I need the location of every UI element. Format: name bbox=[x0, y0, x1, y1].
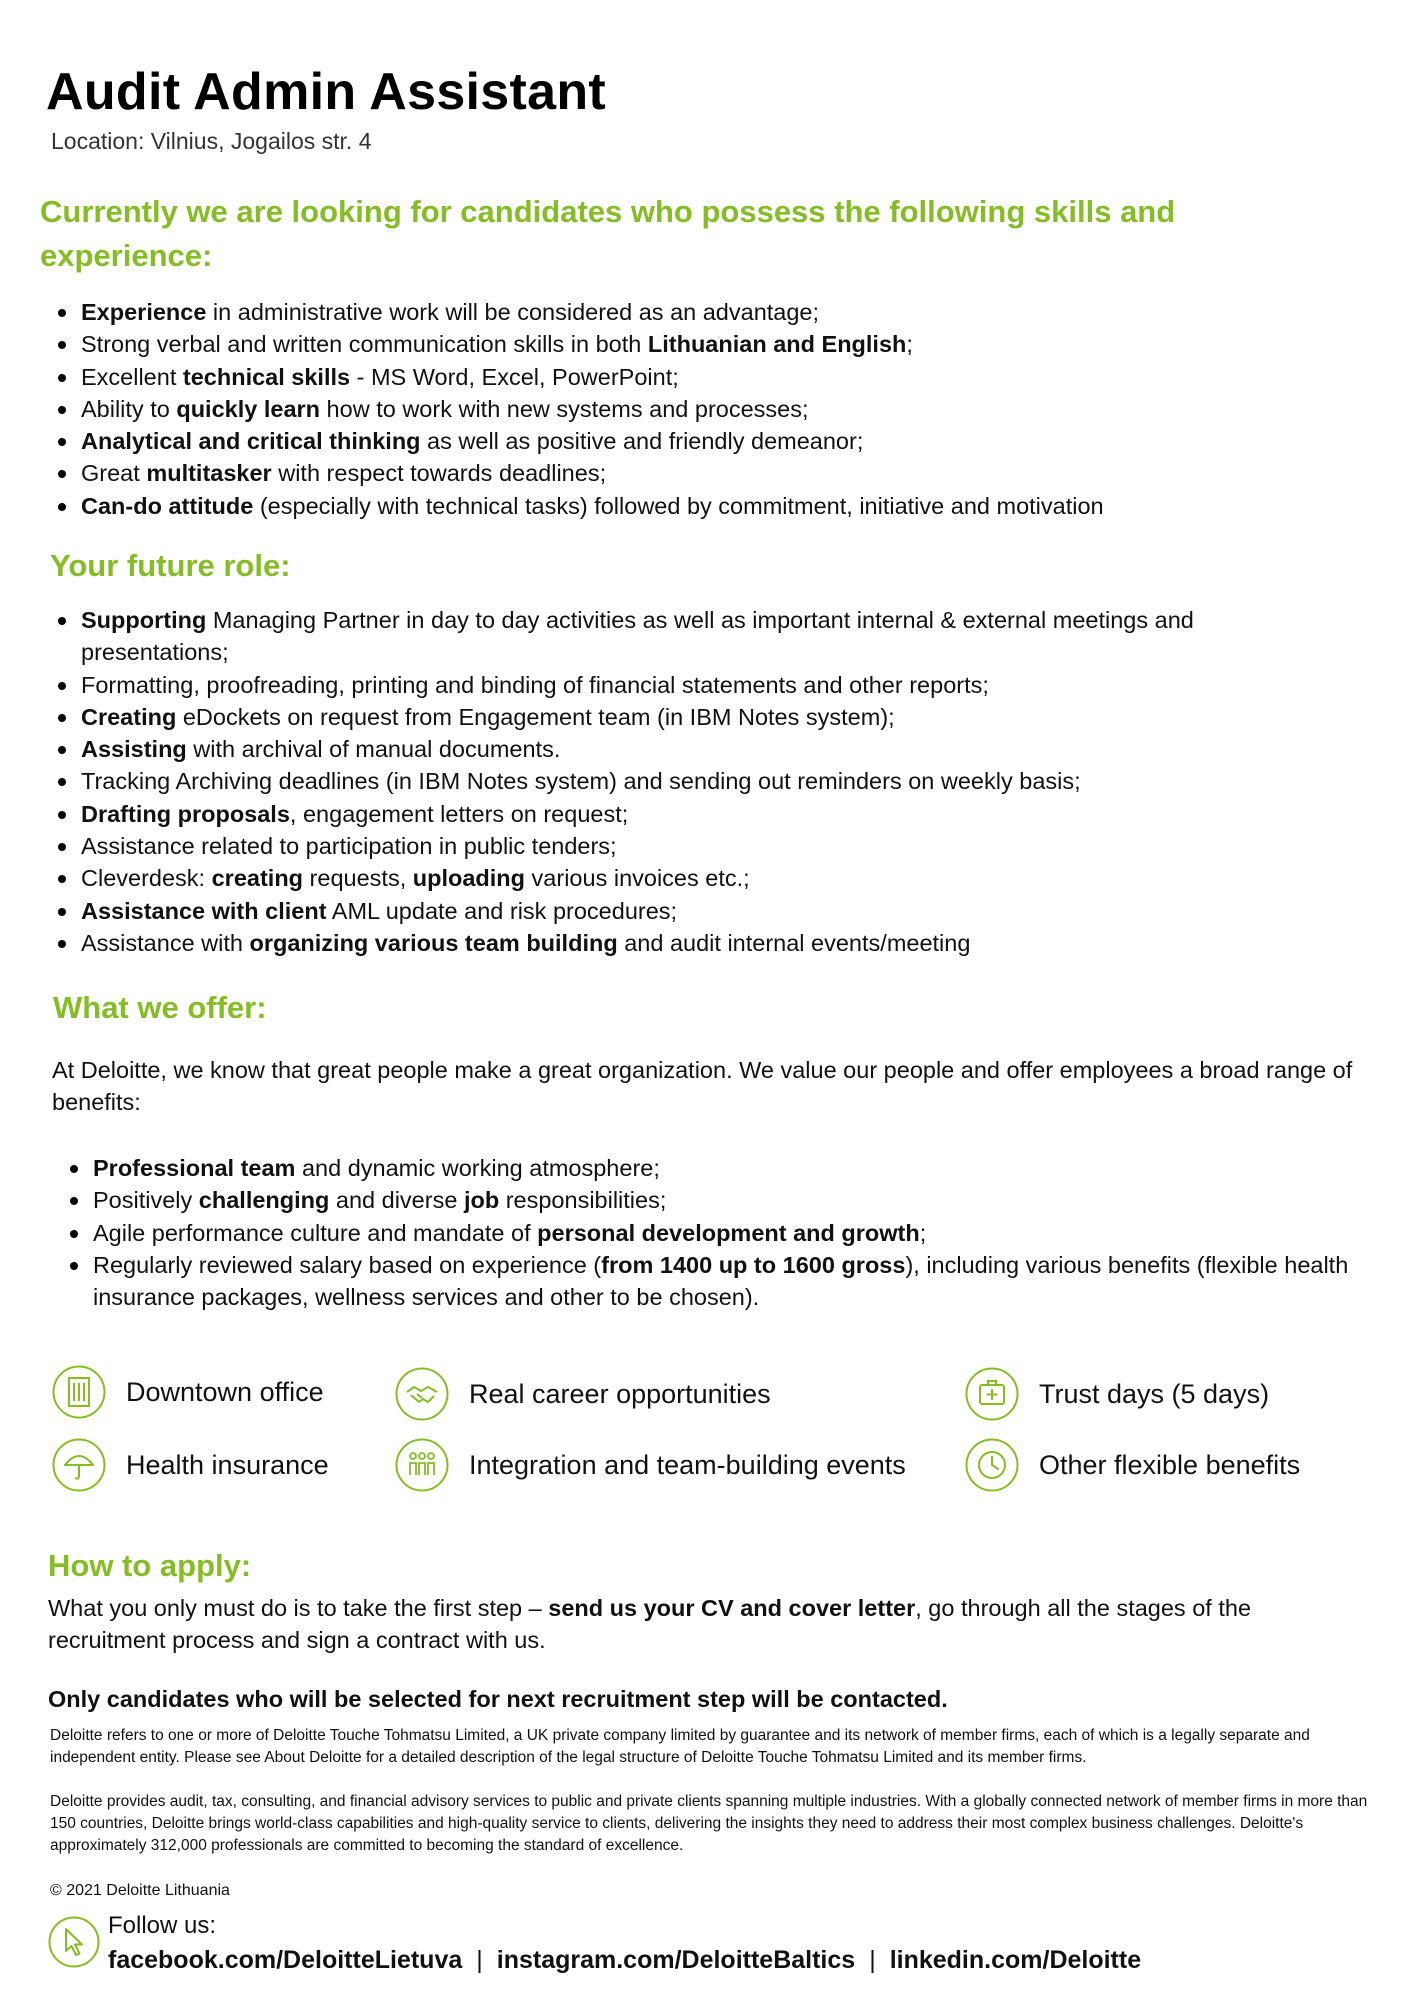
text-run: eDockets on request from Engagement team (in IBM Notes system); bbox=[176, 703, 895, 730]
first-aid-kit-icon bbox=[965, 1367, 1019, 1421]
follow-us-label: Follow us: bbox=[108, 1912, 217, 1939]
text-run: AML update and risk procedures; bbox=[326, 897, 678, 924]
text-run: as well as positive and friendly demeanor; bbox=[420, 428, 864, 455]
text-run: Tracking Archiving deadlines (in IBM Notes system) and sending out reminders on weekly basis; bbox=[81, 768, 1081, 795]
text-run: ; bbox=[906, 331, 913, 358]
text-run: with archival of manual documents. bbox=[186, 736, 561, 763]
facebook-link[interactable]: facebook.com/DeloitteLietuva bbox=[108, 1946, 463, 1974]
benefit-flexible bbox=[965, 1438, 1300, 1492]
text-run: ; bbox=[919, 1219, 927, 1246]
job-location: Location: Vilnius, Jogailos str. 4 bbox=[51, 128, 372, 154]
text-run: Ability to bbox=[81, 395, 177, 422]
handshake-icon bbox=[395, 1367, 449, 1421]
bold-text: Assistance with client bbox=[81, 897, 327, 924]
bold-text: Lithuanian and English bbox=[647, 331, 907, 358]
office-building-icon bbox=[52, 1365, 106, 1419]
text-run: , engagement letters on request; bbox=[289, 800, 629, 827]
text-run: how to work with new systems and processes; bbox=[320, 395, 809, 422]
list-item bbox=[81, 701, 1336, 733]
list-item bbox=[81, 328, 1381, 360]
text-run: Assistance with bbox=[81, 929, 250, 956]
bold-text: personal development and growth bbox=[537, 1219, 920, 1246]
bold-text: Experience bbox=[81, 299, 207, 325]
bold-text: quickly learn bbox=[176, 395, 321, 422]
text-run: - MS Word, Excel, PowerPoint; bbox=[350, 363, 679, 390]
offer-heading: What we offer: bbox=[53, 990, 267, 1025]
bold-text: Professional team bbox=[93, 1155, 296, 1181]
list-item bbox=[81, 457, 1381, 489]
text-run: Assistance related to participation in public tenders; bbox=[81, 833, 617, 860]
benefit-health-insurance bbox=[52, 1438, 329, 1492]
social-links bbox=[108, 1946, 1141, 1975]
selection-note: Only candidates who will be selected for next recruitment step will be contacted. bbox=[48, 1686, 948, 1712]
benefit-career bbox=[395, 1367, 771, 1421]
text-run: with respect towards deadlines; bbox=[271, 460, 607, 487]
link-separator: | bbox=[869, 1946, 876, 1974]
apply-text bbox=[48, 1592, 1348, 1656]
list-item bbox=[93, 1152, 1368, 1184]
skills-list bbox=[81, 296, 1381, 522]
bold-text: Drafting proposals bbox=[81, 800, 290, 827]
bold-text: Analytical and critical thinking bbox=[81, 428, 421, 455]
benefit-label: Health insurance bbox=[126, 1449, 329, 1480]
cursor-pointer-icon bbox=[48, 1916, 100, 1968]
bold-text: uploading bbox=[412, 865, 526, 892]
linkedin-link[interactable]: linkedin.com/Deloitte bbox=[889, 1946, 1142, 1974]
text-run: Regularly reviewed salary based on experience ( bbox=[93, 1251, 602, 1278]
bold-text: organizing various team building bbox=[249, 929, 618, 956]
skills-heading: Currently we are looking for candidates who possess the following skills and experience: bbox=[40, 194, 1176, 273]
text-run: and dynamic working atmosphere; bbox=[295, 1155, 660, 1181]
text-run: and diverse bbox=[329, 1187, 464, 1214]
bold-text: Can-do attitude bbox=[81, 492, 254, 519]
text-run: Great bbox=[81, 460, 147, 487]
benefit-trust-days bbox=[965, 1367, 1269, 1421]
list-item bbox=[93, 1217, 1368, 1249]
benefit-label: Downtown office bbox=[126, 1376, 324, 1407]
text-run: Formatting, proofreading, printing and binding of financial statements and other reports; bbox=[81, 671, 989, 698]
list-item bbox=[81, 862, 1336, 894]
text-run: Managing Partner in day to day activities as well as important internal & external meetings and presentations; bbox=[81, 607, 1194, 666]
apply-heading: How to apply: bbox=[48, 1548, 252, 1583]
offer-list bbox=[93, 1152, 1368, 1313]
list-item bbox=[81, 425, 1381, 457]
text-run: (especially with technical tasks) followed by commitment, initiative and motivation bbox=[253, 492, 1104, 519]
list-item bbox=[81, 490, 1381, 522]
bold-text: challenging bbox=[198, 1187, 330, 1214]
list-item bbox=[81, 733, 1336, 765]
list-item bbox=[81, 927, 1336, 959]
text-run: Positively bbox=[93, 1187, 199, 1214]
benefit-downtown-office bbox=[52, 1365, 324, 1419]
text-run: Strong verbal and written communication skills in both bbox=[81, 331, 648, 358]
bold-text: Assisting bbox=[81, 736, 187, 763]
team-people-icon bbox=[395, 1438, 449, 1492]
link-separator: | bbox=[476, 1946, 483, 1974]
role-list bbox=[81, 604, 1336, 959]
list-item bbox=[81, 669, 1336, 701]
list-item bbox=[81, 895, 1336, 927]
clock-icon bbox=[965, 1438, 1019, 1492]
instagram-link[interactable]: instagram.com/DeloitteBaltics bbox=[496, 1946, 856, 1974]
text-run: requests, bbox=[303, 865, 413, 892]
list-item bbox=[81, 798, 1336, 830]
bold-text: Creating bbox=[81, 703, 177, 730]
bold-text: creating bbox=[211, 865, 304, 892]
list-item bbox=[81, 296, 1381, 328]
disclaimer-services: Deloitte provides audit, tax, consulting, and financial advisory services to public and private clients spanning multiple industries. With a globally connected network of member firms in more than 150 countries, Deloitte brings world-class capabilities and high-quality service to clients, delivering the insights they need to address their most complex business challenges. Deloitte's approximately 312,000 professionals are committed to becoming the standard of excellence. bbox=[50, 1793, 1368, 1854]
bold-text: from 1400 up to 1600 gross bbox=[601, 1251, 906, 1278]
role-heading: Your future role: bbox=[50, 548, 291, 583]
text-run: What you only must do is to take the first step – bbox=[48, 1595, 549, 1621]
benefit-label: Integration and team-building events bbox=[469, 1449, 906, 1480]
list-item bbox=[93, 1249, 1368, 1314]
list-item bbox=[81, 604, 1336, 669]
text-run: Cleverdesk: bbox=[81, 865, 212, 892]
list-item bbox=[81, 393, 1381, 425]
text-run: ), including various benefits (flexible health insurance packages, wellness services and other to be chosen). bbox=[93, 1251, 1349, 1311]
benefit-team-building bbox=[395, 1438, 906, 1492]
list-item bbox=[81, 361, 1381, 393]
benefit-label: Trust days (5 days) bbox=[1039, 1378, 1270, 1409]
list-item bbox=[93, 1184, 1368, 1216]
bold-text: technical skills bbox=[182, 363, 351, 390]
copyright: © 2021 Deloitte Lithuania bbox=[50, 1882, 230, 1899]
text-run: , go through all the stages of the recruitment process and sign a contract with us. bbox=[48, 1595, 1252, 1653]
disclaimer-structure: Deloitte refers to one or more of Deloitte Touche Tohmatsu Limited, a UK private company limited by guarantee and its network of member firms, each of which is a legally separate and independent entity. Please see About Deloitte for a detailed description of the legal structure of Deloitte Touche Tohmatsu Limited and its member firms. bbox=[50, 1727, 1310, 1766]
benefit-label: Real career opportunities bbox=[469, 1378, 771, 1409]
bold-text: send us your CV and cover letter bbox=[548, 1595, 916, 1621]
bold-text: job bbox=[463, 1187, 500, 1214]
umbrella-icon bbox=[52, 1438, 106, 1492]
text-run: and audit internal events/meeting bbox=[617, 929, 971, 956]
offer-intro: At Deloitte, we know that great people make a great organization. We value our people and offer employees a broad range of benefits: bbox=[52, 1057, 1353, 1115]
text-run: Agile performance culture and mandate of bbox=[93, 1219, 538, 1246]
bold-text: Supporting bbox=[81, 607, 207, 633]
list-item bbox=[81, 830, 1336, 862]
list-item bbox=[81, 765, 1336, 797]
page-title: Audit Admin Assistant bbox=[46, 63, 607, 121]
text-run: Excellent bbox=[81, 363, 183, 390]
text-run: various invoices etc.; bbox=[525, 865, 750, 892]
benefit-label: Other flexible benefits bbox=[1039, 1449, 1301, 1480]
text-run: in administrative work will be considered as an advantage; bbox=[206, 299, 820, 325]
bold-text: multitasker bbox=[146, 460, 272, 487]
text-run: responsibilities; bbox=[499, 1187, 667, 1214]
